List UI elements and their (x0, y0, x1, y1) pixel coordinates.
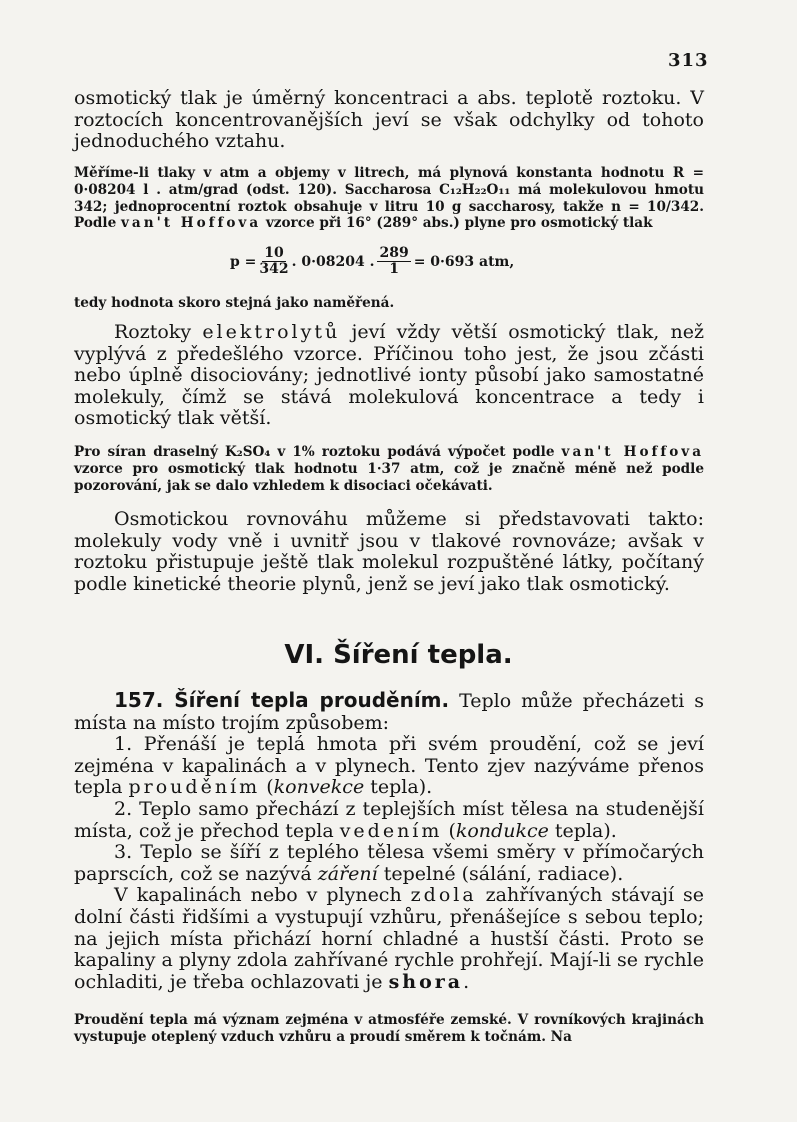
fraction-denominator: 342 (259, 261, 289, 277)
paragraph-text: Roztoky elektrolytů jeví vždy větší osmotický tlak, než vyplývá z předešlého vzorce. Příčinou toho jest, že jsou zčásti nebo úplně disociovány; jednotlivé ionty působí jako samostatné molekuly, čímž se stává molekulová koncentrace a tedy i osmotický tlak větší. (74, 321, 704, 430)
list-item-2: 2. Teplo samo přechází z teplejších míst tělesa na studenější místa, což je přechod tepla vedením (kondukce tepla). (74, 797, 704, 842)
formula-middle: . 0·08204 . (291, 253, 375, 270)
note-potassium-sulfate (74, 444, 704, 494)
note-saccharose (74, 165, 704, 232)
section-157 (74, 690, 704, 993)
paragraph-electrolytes (74, 322, 704, 430)
section-title: 157. Šíření tepla prouděním. (114, 688, 450, 712)
note-text: Měříme-li tlaky v atm a objemy v litrech, má plynová konstanta hodnotu R = 0·08204 l . atm/grad (odst. 120). Saccharosa C₁₂H₂₂O₁₁ má molekulovou hmotu 342; jednoprocentní roztok obsahuje v litru 10 g saccharosy, takže n = 10/342. Podle van't Hoffova vzorce při 16° (289° abs.) plyne pro osmotický tlak (74, 165, 704, 232)
note-result (74, 295, 704, 312)
note-text: Proudění tepla má význam zejména v atmosféře zemské. V rovníkových krajinách vystupuje oteplený vzduch vzhůru a proudí směrem k točnám. Na (74, 1012, 704, 1045)
fraction-1 (259, 246, 288, 277)
fraction-denominator: 1 (389, 261, 399, 277)
note-atmosphere (74, 1012, 704, 1046)
paragraph-text: Osmotickou rovnováhu můžeme si představovati takto: molekuly vody vně i uvnitř jsou v tlakové rovnováze; avšak v roztoku přistupuje ještě tlak molekul rozpuštěné látky, počítaný podle kinetické theorie plynů, jenž se jeví jako tlak osmotický. (74, 508, 704, 595)
paragraph-osmotic-pressure (74, 88, 704, 153)
osmotic-formula (230, 246, 514, 277)
note-text: tedy hodnota skoro stejná jako naměřená. (74, 295, 395, 311)
paragraph-text: osmotický tlak je úměrný koncentraci a abs. teplotě roztoku. V roztocích koncentrovanějších jeví se však odchylky od tohoto jednoduchého vztahu. (74, 87, 704, 153)
page-number: 313 (668, 50, 709, 71)
chapter-title: VI. Šíření tepla. (284, 640, 513, 670)
fraction-numerator: 289 (379, 245, 409, 261)
paragraph-osmotic-equilibrium (74, 509, 704, 595)
paragraph-convection: V kapalinách nebo v plynech zdola zahřívaných stávají se dolní části řidšími a vystupují vzhůru, přenášejíce s sebou teplo; na jejich místa přichází horní chladné a hustší části. Proto se kapaliny a plyny zdola zahřívané rychle prohřejí. Mají-li se rychle ochladiti, je třeba ochlazovati je shora. (74, 884, 705, 993)
list-item-1: 1. Přenáší je teplá hmota při svém proudění, což se jeví zejména v kapalinách a v plynech. Tento zjev nazýváme přenos tepla prouděním (konvekce tepla). (74, 733, 704, 799)
fraction-numerator: 10 (264, 245, 284, 261)
fraction-2 (377, 246, 410, 277)
note-text: Pro síran draselný K₂SO₄ v 1% roztoku podává výpočet podle van't Hoffova vzorce pro osmotický tlak hodnotu 1·37 atm, což je značně méně než podle pozorování, jak se dalo vzhledem k disociaci očekávati. (74, 444, 704, 494)
formula-rhs: = 0·693 atm, (413, 253, 515, 270)
list-item-3: 3. Teplo se šíří z teplého tělesa všemi směry v přímočarých paprscích, což se nazývá záření tepelné (sálání, radiace). (74, 841, 704, 885)
section-intro: 157. Šíření tepla prouděním. Teplo může přecházeti s místa na místo trojím způsobem: (74, 688, 704, 734)
formula-lhs: p = (230, 253, 257, 270)
